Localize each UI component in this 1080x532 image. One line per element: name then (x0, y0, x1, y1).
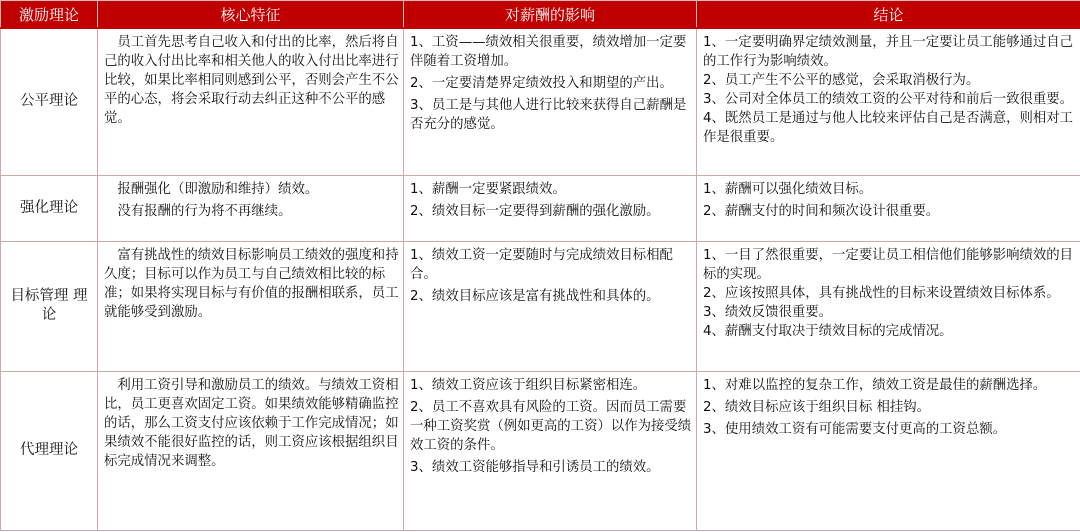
core-feature-cell (98, 371, 404, 530)
table-row (1, 371, 1080, 530)
conclusion-item: 2、应该按照具体，具有挑战性的目标来设置绩效目标体系。 (703, 285, 1060, 301)
header-core-feature: 核心特征 (98, 1, 404, 29)
impact-item: 1、绩效工资应该于组织目标紧密相连。 (410, 377, 647, 393)
core-feature-cell (98, 175, 404, 241)
pay-impact-cell (404, 371, 697, 530)
pay-impact-cell (404, 28, 697, 175)
theory-name: 目标管理 理论 (1, 241, 98, 371)
feature-text: 没有报酬的行为将不再继续。 (117, 203, 292, 219)
feature-text: 利用工资引导和激励员工的绩效。与绩效工资相比，员工更喜欢固定工资。如果绩效能够精确监控的话，那么工资支付应该依赖于工作完成情况；如果绩效不能很好监控的话，则工资应该根据组织目标完成情况来调整。 (104, 377, 399, 469)
conclusion-item: 4、薪酬支付取决于绩效目标的完成情况。 (703, 323, 953, 339)
conclusion-item: 1、一目了然很重要，一定要让员工相信他们能够影响绩效的目标的实现。 (703, 247, 1074, 282)
conclusion-item: 1、对难以监控的复杂工作，绩效工资是最佳的薪酬选择。 (703, 377, 1047, 393)
conclusion-item: 3、公司对全体员工的绩效工资的公平对待和前后一致很重要。 (703, 92, 1074, 107)
pay-impact-cell (404, 175, 697, 241)
conclusion-item: 2、员工产生不公平的感觉，会采取消极行为。 (703, 73, 980, 88)
header-conclusion: 结论 (697, 1, 1080, 29)
conclusion-item: 2、薪酬支付的时间和频次设计很重要。 (703, 203, 940, 219)
impact-item: 3、绩效工资能够指导和引诱员工的绩效。 (410, 459, 660, 475)
impact-item: 1、薪酬一定要紧跟绩效。 (410, 181, 566, 197)
core-feature-cell (98, 28, 404, 175)
impact-item: 2、绩效目标应该是富有挑战性和具体的。 (410, 288, 660, 304)
theory-name: 强化理论 (1, 175, 98, 241)
impact-item: 1、工资——绩效相关很重要，绩效增加一定要伴随着工资增加。 (410, 35, 687, 69)
header-theory: 激励理论 (1, 1, 98, 29)
feature-text: 员工首先思考自己收入和付出的比率，然后将自己的收入付出比率和相关他人的收入付出比率进行比较，如果比率相同则感到公平，否则会产生不公平的心态，将会采取行动去纠正这种不公平的感觉。 (104, 35, 399, 126)
feature-text: 报酬强化（即激励和维持）绩效。 (117, 181, 319, 197)
conclusion-item: 4、既然员工是通过与他人比较来评估自己是否满意，则相对工作是很重要。 (703, 111, 1074, 145)
conclusion-cell (697, 241, 1080, 371)
conclusion-item: 1、一定要明确界定绩效测量，并且一定要让员工能够通过自己的工作行为影响绩效。 (703, 35, 1074, 69)
header-row (1, 1, 1080, 29)
conclusion-cell (697, 175, 1080, 241)
conclusion-cell (697, 28, 1080, 175)
feature-text: 富有挑战性的绩效目标影响员工绩效的强度和持久度；目标可以作为员工与自己绩效相比较的标准；如果将实现目标与有价值的报酬相联系，员工就能够受到激励。 (104, 247, 399, 320)
impact-item: 2、员工不喜欢具有风险的工资。因而员工需要一种工资奖赏（例如更高的工资）以作为接受绩效工资的条件。 (410, 399, 692, 453)
pay-impact-cell (404, 241, 697, 371)
theory-name: 公平理论 (1, 28, 98, 175)
conclusion-item: 3、使用绩效工资有可能需要支付更高的工资总额。 (703, 421, 1007, 437)
header-pay-impact: 对薪酬的影响 (404, 1, 697, 29)
conclusion-item: 1、薪酬可以强化绩效目标。 (703, 181, 873, 197)
core-feature-cell (98, 241, 404, 371)
table-row (1, 175, 1080, 241)
theory-name: 代理理论 (1, 371, 98, 530)
conclusion-item: 3、绩效反馈很重要。 (703, 304, 833, 320)
impact-item: 3、员工是与其他人进行比较来获得自己薪酬是否充分的感觉。 (410, 98, 687, 132)
conclusion-cell (697, 371, 1080, 530)
table-row (1, 241, 1080, 371)
impact-item: 2、一定要清楚界定绩效投入和期望的产出。 (410, 76, 673, 91)
impact-item: 1、绩效工资一定要随时与完成绩效目标相配合。 (410, 247, 673, 282)
impact-item: 2、绩效目标一定要得到薪酬的强化激励。 (410, 203, 660, 219)
conclusion-item: 2、绩效目标应该于组织目标 相挂钩。 (703, 399, 931, 415)
table-row (1, 28, 1080, 175)
